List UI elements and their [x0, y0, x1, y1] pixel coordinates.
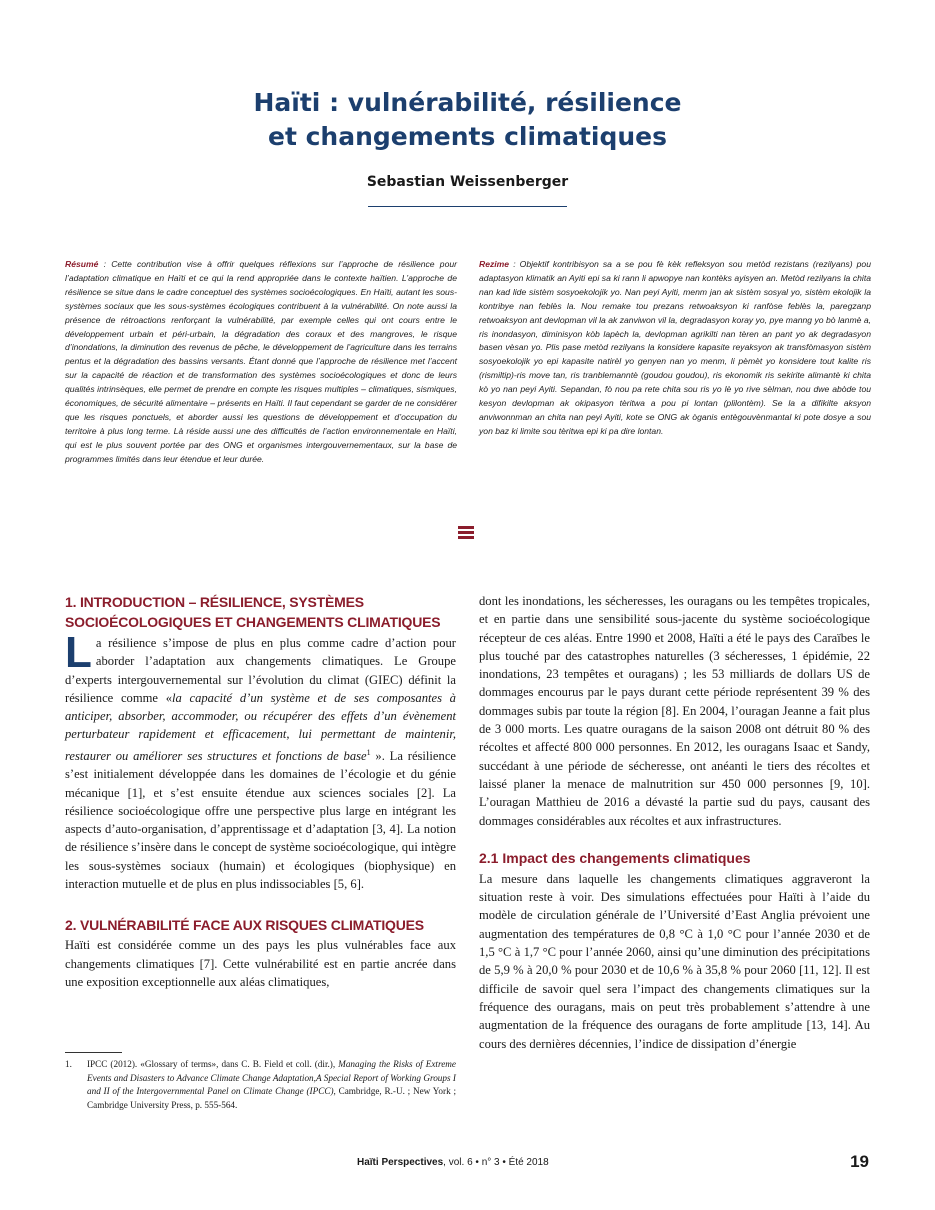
abstract-creole-text: : Objektif kontribisyon sa a se pou fè kèk refleksyon sou metòd rezistans (rezilyans) pou adaptasyon klimatik an Ayiti epi sa ki rann li apwopye nan kontèks ayisyen an. Metòd rezilyans la chita nan kad lide sistèm sosyoekolojik yo. Nan peyi Ayiti, menm jan ak sistèm sosyal yo, sistèm ekolojik la kontribye nan feblès la. Nou remake tou prezans retwoaksyon ki ranfòse feblès la, paregzanp retwoaksyon ant devlopman vil la ak zanviwon vil la, degradasyon koray yo, pye manng yo bò lanmè a, ris inondasyon, diminisyon kòb lapèch la, devlopman agrikilti nan tèren an pant yo ak degradasyon basen vèsan yo. Plis pase metòd rezilyans la konsidere kapasite reyaksyon ak transfòmasyon sistèm sosyoekolojik yo epi kapasite natirèl yo genyen nan yo menm, li pèmèt yo konsidere tout kalite ris (rismiltip)-ris move tan, ris tranblemanntè (goudou goudou), ris ekonomik ris sekirite alimantè ki chita kò yo nan peyi Ayiti. Sepandan, fò nou pa rete chita sou ris yo lè yo rive sèlman, nou dwe abòde tou kesyon devlopman ak okipasyon tèritwa a pou pi lontan (plilontèm). Se la a difikilte aksyon anviwonnman an chita nan peyi Ayiti, kote se ONG ak òganis entègouvènmantal ki pote dosye a sou yon baz ki limite sou tèritwa epi ki pa dire lontan. [479, 259, 871, 436]
section-2-1-heading: 2.1 Impact des changements climatiques [479, 849, 751, 866]
section-1-text-b: ». La résilience s’est initialement développée dans les domaines de l’écologie et du génie mécanique [1], et s’est ensuite étendue aux sciences sociales [2]. La résilience socioécologique offre une perspective plus large en intégrant les aspects d’auto-organisation, d’apprentissage et d’adaptation [3, 4]. La notion de résilience s’insère dans le concept de système socioécologique, qui intègre les sous-systèmes sociaux (humain) et écologiques (biophysique) en interaction mutuelle et de plus en plus indissociables [5, 6]. [65, 748, 457, 892]
page-footer [357, 1157, 549, 1168]
abstract-creole-label: Rezime [479, 259, 510, 269]
right-column [479, 592, 870, 1053]
section-1-text-a: a résilience s’impose de plus en plus comme cadre d’action pour aborder l’adaptation aux changements climatiques. Le Groupe d’experts intergouvernemental sur l’évolution du climat (GIEC) définit la résilience comme « [65, 636, 456, 705]
footnote-text [87, 1058, 456, 1113]
article-title [0, 86, 935, 154]
footnote-ref[interactable]: 1 [366, 747, 371, 757]
journal-name: Haïti Perspectives [357, 1157, 444, 1168]
footnote-number: 1. [65, 1059, 72, 1069]
title-line-1: Haïti : vulnérabilité, résilience [253, 88, 682, 117]
footnote-pre: IPCC (2012). «Glossary of terms», dans C. B. Field et coll. (dir.), [87, 1059, 339, 1069]
title-line-2: et changements climatiques [267, 122, 667, 151]
abstract-french [65, 258, 457, 467]
section-2-heading: 2. VULNÉRABILITÉ FACE AUX RISQUES CLIMATIQUES [65, 917, 424, 934]
footnote [65, 1058, 456, 1113]
section-1-paragraph [65, 628, 457, 893]
abstract-french-text: : Cette contribution vise à offrir quelques réflexions sur l’approche de résilience pour l’adaptation climatique en Haïti et ce qui la rend appropriée dans le contexte haïtien. L’approche de résilience se situe dans le cadre conceptuel des systèmes socioécologiques. En Haïti, autant les sous-systèmes sociaux que les sous-systèmes écologiques contribuent à la vulnérabilité. On note aussi la présence de rétroactions renforçant la vulnérabilité, par exemple celles qui ont cours entre le développement urbain et péri-urbain, la dégradation des coraux et des mangroves, le risque d’inondations, la diminution des revenus de pêche, le développement de l’agriculture dans les terrains pentus et la dégradation des bassins versants. Étant donné que l’approche de résilience met l’accent sur la capacité de réaction et de transformation des systèmes socioécologiques et donc de leurs qualités intrinsèques, elle permet de prendre en compte les risques multiples – climatiques, sismiques, économiques, de sécurité alimentaire – présents en Haïti. Il faut cependant se garder de ne considérer que les risques ponctuels, et aborder aussi les questions de développement et d’occupation du territoire à plus long terme. Là réside aussi une des difficultés de l’action environnementale en Haïti, qui est le plus souvent portée par des ONG et organismes intergouvernementaux, sur la base de programmes limités dans leur étendue et leur durée. [65, 259, 457, 464]
drop-cap: L [65, 628, 92, 677]
journal-issue: , vol. 6 • n° 3 • Été 2018 [443, 1157, 549, 1168]
page-number: 19 [850, 1152, 869, 1171]
section-2-1-paragraph: La mesure dans laquelle les changements climatiques aggraveront la situation reste à voir. Des simulations effectuées pour Haïti à l’aide du modèle de circulation générale de l’Université d’East Anglia prévoient une augmentation des températures de 0,8 °C à 1,0 °C pour l’année 2030 et de 1,5 °C à 1,7 °C pour l’année 2060, ainsi qu’une diminution des précipitations de 5,9 % à 20,0 % pour 2030 et de 10,6 % à 35,8 % pour 2060 [11, 12]. Il est difficile de savoir quel sera l’impact des changements climatiques sur la fréquence des ouragans, mais on peut très probablement s’attendre à une augmentation de la fréquence des ouragans de forte amplitude [13, 14]. Au cours des dernières décennies, l’indice de dissipation d’énergie [479, 871, 870, 1051]
section-2-paragraph-left: Haïti est considérée comme un des pays les plus vulnérables face aux changements climatiques [7]. Cette vulnérabilité est en partie ancrée dans une exposition exceptionnelle aux aléas climatiques, [65, 938, 456, 989]
footnote-divider [65, 1052, 122, 1053]
abstract-creole [479, 258, 871, 439]
footnote-book-title: Managing the Risks of Extreme Events and Disasters to Advance Climate Change Adaptation,A Special Report of Working Groups I and II of the Intergovernmental Panel on Climate Change (IPCC) [87, 1059, 456, 1097]
left-column [65, 592, 456, 991]
footnote-post: , Cambridge, R.-U. ; New York ; Cambridge University Press, p. 555-564. [87, 1086, 456, 1111]
section-2-paragraph-right: dont les inondations, les sécheresses, les ouragans ou les tempêtes tropicales, et en partie dans une sensibilité sous-jacente du système socioécologique récepteur de ces aléas. Entre 1990 et 2008, Haïti a été le pays des Caraïbes le plus touché par des catastrophes naturelles (3 sécheresses, 1 épidémie, 22 inondations, 23 tempêtes et ouragans) ; les 53 milliards de dollars US de dommages encourus par le pays durant cette période représentent 39 % des dommages subis par toute la région [8]. En 2004, l’ouragan Jeanne a fait plus de 3 000 morts. Les quatre ouragans de la saison 2008 ont détruit 80 % des récoltes et affecté 800 000 personnes. En 2012, les ouragans Isaac et Sandy, succédant à une période de sécheresse, ont anéanti le tiers des récoltes et laissé planer la menace de malnutrition sur 450 000 personnes [9, 10]. L’ouragan Matthieu de 2016 a dévasté la partie sud du pays, causant des dommages considérables aux récoltes et aux infrastructures. [479, 594, 870, 828]
author-divider [368, 206, 567, 207]
giec-quote: la capacité d’un système et de ses composantes à anticiper, absorber, accommoder, ou récupérer des effets d’un évènement perturbateur rapidement et efficacement, lui permettant de maintenir, restaurer ou améliorer ses structures et fonctions de base [65, 690, 456, 763]
abstract-french-label: Résumé [65, 259, 99, 269]
section-divider-icon [458, 526, 474, 540]
author-name: Sebastian Weissenberger [366, 174, 569, 190]
section-1-heading: 1. INTRODUCTION – RÉSILIENCE, SYSTÈMES SOCIOÉCOLOGIQUES ET CHANGEMENTS CLIMATIQUES [65, 594, 441, 630]
